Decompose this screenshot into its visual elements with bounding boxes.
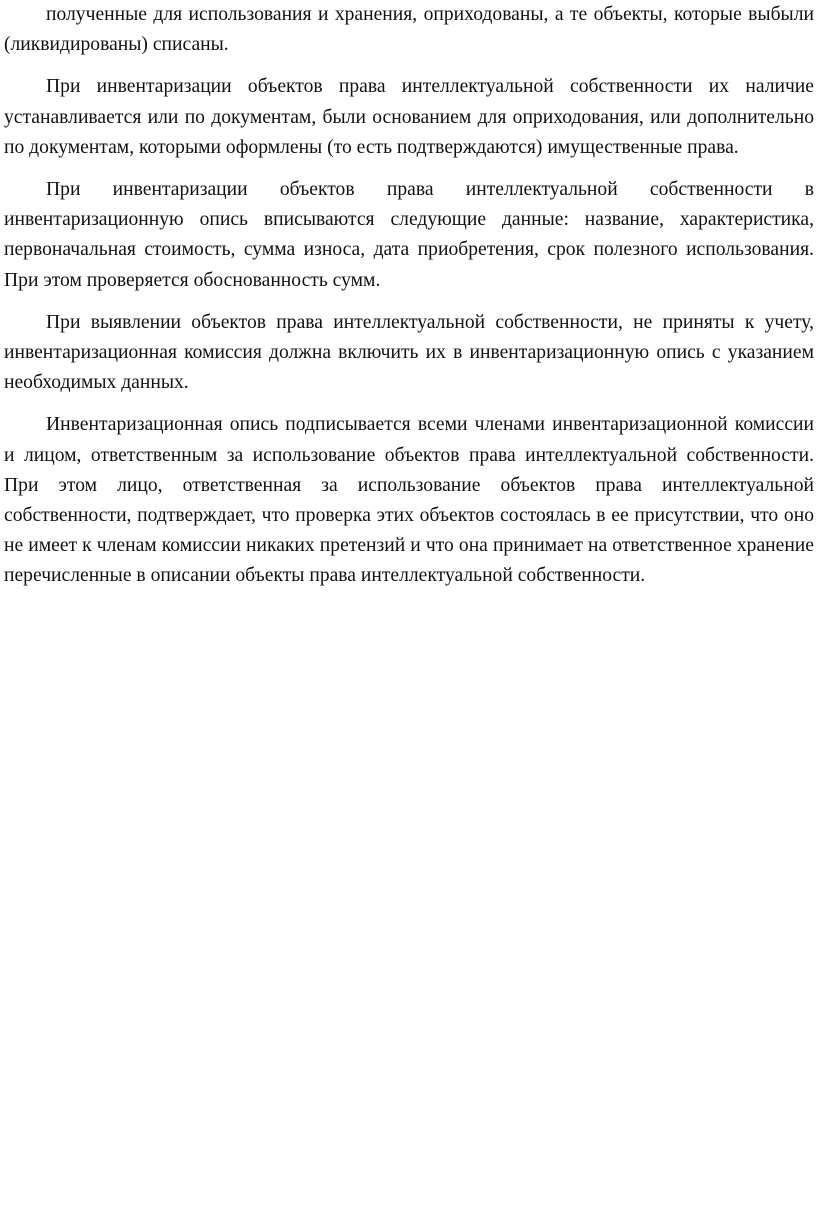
document-body bbox=[4, 0, 814, 604]
paragraph-unaccounted-objects: При выявлении объектов права интеллектуальной собственности, не приняты к учету, инвентаризационная комиссия должна включить их в инвентаризационную опись с указанием необходимых данных. bbox=[4, 311, 814, 394]
paragraph-signing: Инвентаризационная опись подписывается всеми членами инвентаризационной комиссии и лицом, ответственным за использование объектов права интеллектуальной собственности. При этом лицо, ответственная за использование объектов права интеллектуальной собственности, подтверждает, что проверка этих объектов состоялась в ее присутствии, что оно не имеет к членам комиссии никаких претензий и что она принимает на ответственное хранение перечисленные в описании объекты права интеллектуальной собственности. bbox=[4, 414, 814, 587]
paragraph-inventory-presence: При инвентаризации объектов права интеллектуальной собственности их наличие устанавливается или по документам, были основанием для оприходования, или дополнительно по документам, которыми оформлены (то есть подтверждаются) имущественные права. bbox=[4, 76, 814, 158]
paragraph-continued: полученные для использования и хранения, оприходованы, а те объекты, которые выбыли (ликвидированы) списаны. bbox=[4, 4, 814, 56]
paragraph-inventory-list-data: При инвентаризации объектов права интеллектуальной собственности в инвентаризационную опись вписываются следующие данные: название, характеристика, первоначальная стоимость, сумма износа, дата приобретения, срок полезного использования. При этом проверяется обоснованность сумм. bbox=[4, 179, 814, 291]
